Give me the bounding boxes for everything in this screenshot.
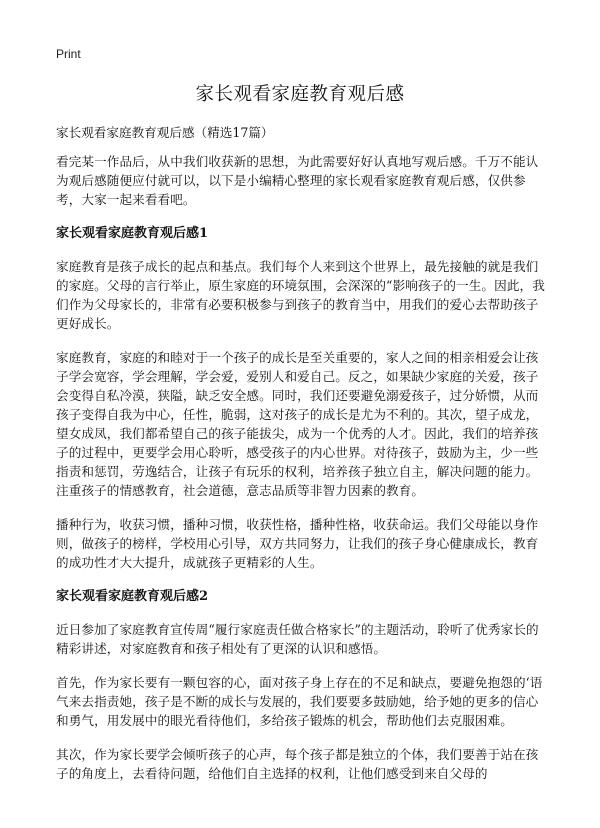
- paragraph: 近日参加了家庭教育宣传周“履行家庭责任做合格家长”的主题活动，聆听了优秀家长的精彩讲述，对家庭教育和孩子相处有了更深的认识和感悟。: [56, 622, 539, 656]
- paragraph: 家庭教育，家庭的和睦对于一个孩子的成长是至关重要的，家人之间的相亲相爱会让孩子学会宽容，学会理解，学会爱，爱别人和爱自己。反之，如果缺少家庭的关爱，孩子会变得自私冷漠，狭隘，缺乏安全感。同时，我们还要避免溺爱孩子，过分娇惯，从而孩子变得自我为中心，任性，脆弱，这对孩子的成长是尤为不利的。其次，望子成龙，望女成凤，我们都希望自己的孩子能拔尖，成为一个优秀的人才。因此，我们的培养孩子的过程中，更要学会用心聆听，感受孩子的内心世界。对待孩子，鼓励为主，少一些指责和惩罚，劳逸结合，让孩子有玩乐的权利，培养孩子独立自主，解决问题的能力。注重孩子的情感教育，社会道德，意志品质等非智力因素的教育。: [56, 350, 539, 498]
- paragraph: 家庭教育是孩子成长的起点和基点。我们每个人来到这个世界上，最先接触的就是我们的家庭。父母的言行举止，原生家庭的环境氛围，会深深的“影响孩子的一生。因此，我们作为父母家长的，非常有必要积极参与到孩子的教育当中，用我们的爱心去帮助孩子更好成长。: [56, 259, 545, 331]
- paragraph: 其次，作为家长要学会倾听孩子的心声，每个孩子都是独立的个体，我们要善于站在孩子的角度上，去看待问题，给他们自主选择的权利，让他们感受到来自父母的: [56, 747, 539, 781]
- intro-paragraph: 看完某一作品后，从中我们收获新的思想，为此需要好好认真地写观后感。千万不能认为观后感随便应付就可以，以下是小编精心整理的家长观看家庭教育观后感，仅供参考，大家一起来看看吧。: [56, 154, 539, 207]
- paragraph: 首先，作为家长要有一颗包容的心，面对孩子身上存在的不足和缺点，要避免抱怨的‘语气来去指责她，孩子是不断的成长与发展的，我们要要多鼓励她，给予她的更多的信心和勇气，用发展中的眼光看待他们，多给孩子锻炼的机会，帮助他们去克服困难。: [56, 675, 543, 728]
- section-heading: 家长观看家庭教育观后感1: [56, 226, 209, 241]
- section-heading: 家长观看家庭教育观后感2: [56, 589, 209, 604]
- article-title: 家长观看家庭教育观后感: [195, 84, 405, 105]
- article-body: [56, 123, 550, 798]
- paragraph: 播种行为，收获习惯，播种习惯，收获性格，播种性格，收获命运。我们父母能以身作则，做孩子的榜样，学校用心引导，双方共同努力，让我们的孩子身心健康成长，教育的成功性才大大提升，成就孩子更精彩的人生。: [56, 517, 539, 570]
- print-link[interactable]: Print: [56, 47, 81, 61]
- article-subtitle: 家长观看家庭教育观后感（精选17篇）: [56, 125, 274, 140]
